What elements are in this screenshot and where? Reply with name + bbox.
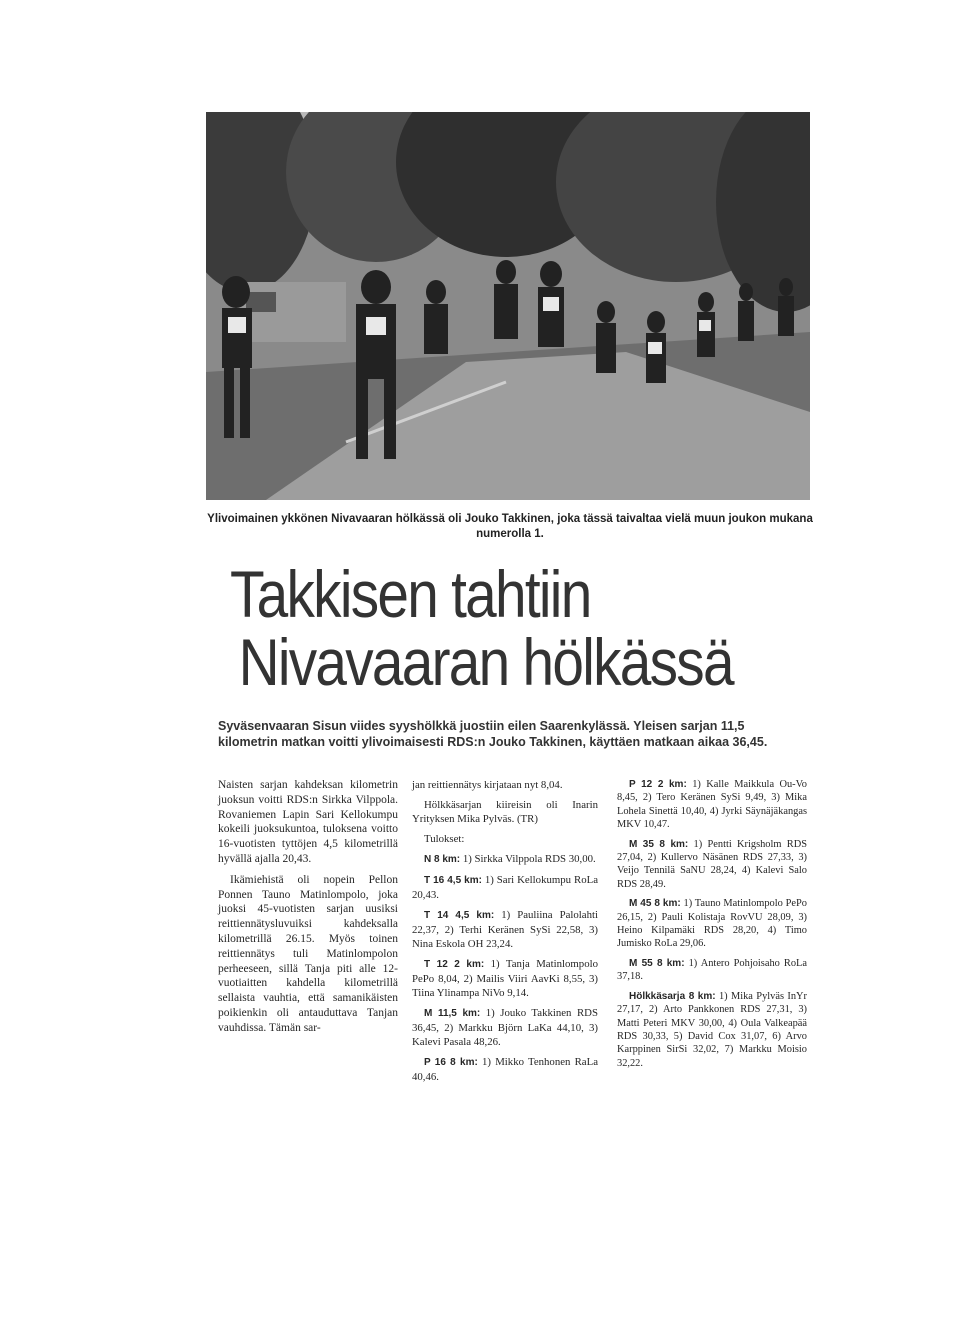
result-text: 1) Pauliina Palolahti 22,37, 2) Terhi Keränen SySi 22,58, 3) Nina Eskola OH 23,24. (412, 909, 598, 950)
result-entry (412, 1006, 598, 1049)
result-class: M 45 8 km: (629, 898, 681, 910)
result-entry (617, 838, 807, 892)
result-entry (617, 897, 807, 951)
result-entry (617, 778, 807, 832)
body-paragraph: Ikämiehistä oli nopein Pellon Ponnen Tauno Matinlompolo, joka juoksi 45-vuotisten sarjan uusiksi reittiennätysluvuiksi kahdeksalla kilometrillä 26.15. Myös toinen reittiennätys tuli Matinlompolon perheeseen, sillä Tanja piti alle 12-vuotiaitten kahdella kilometrillä sellaista vauhtia, että samanikäisten poikienkin oli antauduttava Tanjan vauhdissa. Tämän sar- (218, 873, 398, 1034)
runners-photo-icon (206, 112, 810, 500)
result-text: 1) Antero Pohjoisaho RoLa 37,18. (617, 957, 807, 983)
result-entry (617, 957, 807, 984)
result-class: N 8 km: (424, 854, 461, 865)
result-class: P 16 8 km: (424, 1057, 478, 1068)
headline (230, 557, 790, 699)
result-class: Hölkkäsarja 8 km: (629, 990, 716, 1002)
headline-line-1: Takkisen tahtiin (230, 557, 591, 631)
result-entry (412, 1055, 598, 1084)
results-heading: Tulokset: (424, 833, 465, 845)
result-class: T 12 2 km: (424, 959, 485, 970)
article-column-1 (218, 778, 398, 1042)
result-class: M 55 8 km: (629, 957, 685, 969)
result-entry (617, 990, 807, 1070)
headline-line-2: Nivavaaran hölkässä (238, 625, 733, 699)
body-paragraph: jan reittiennätys kirjataan nyt 8,04. (412, 779, 563, 791)
result-class: M 35 8 km: (629, 838, 689, 850)
result-text: 1) Mikko Tenhonen RaLa 40,46. (412, 1056, 598, 1083)
result-entry (412, 957, 598, 1000)
result-text: 1) Pentti Krigsholm RDS 27,04, 2) Kullervo Näsänen RDS 27,33, 3) Veijo Tennilä SaNU 28,24, 4) Kalevi Salo RDS 28,49. (617, 838, 807, 890)
result-entry (412, 873, 598, 902)
result-class: P 12 2 km: (629, 779, 687, 790)
result-text: 1) Jouko Takkinen RDS 36,45, 2) Markku Björn LaKa 44,10, 3) Kalevi Pasala 48,26. (412, 1007, 598, 1048)
result-class: T 14 4,5 km: (424, 910, 495, 921)
body-paragraph: Hölkkäsarjan kiireisin oli Inarin Yrityksen Mika Pylväs. (TR) (412, 799, 598, 825)
result-entry (412, 908, 598, 951)
photo-caption: Ylivoimainen ykkönen Nivavaaran hölkässä oli Jouko Takkinen, joka tässä taivaltaa vielä muun joukon mukana numerolla 1. (207, 513, 813, 540)
lead-paragraph: Syväsenvaaran Sisun viides syyshölkkä juostiin eilen Saarenkylässä. Yleisen sarjan 11,5 kilometrin matkan voitti ylivoimaisesti RDS:n Jouko Takkinen, käyttäen matkaan aikaa 36,45. (218, 719, 768, 749)
result-class: T 16 4,5 km: (424, 875, 482, 886)
result-text: 1) Sari Kellokumpu RoLa 20,43. (412, 874, 598, 901)
article-column-3 (617, 778, 807, 1076)
body-paragraph: Naisten sarjan kahdeksan kilometrin juoksun voitti RDS:n Sirkka Vilppola. Rovaniemen Lapin Sari Kellokumpu kokeili juoksukuntoa, tuloksena voitto 16-vuotisten tyttöjen 4,5 kilometrillä hyvällä ajalla 20,43. (218, 779, 398, 865)
result-entry (412, 852, 598, 867)
result-text: 1) Mika Pylväs InYr 27,17, 2) Arto Pankkonen RDS 27,31, 3) Matti Peteri MKV 30,00, 4) Oula Valkeapää RDS 30,33, 5) David Cox 31,07, 6) Arvo Karppinen SirSi 32,02, 7) Markku Moisio 32,22. (617, 990, 807, 1069)
result-text: 1) Kalle Maikkula Ou-Vo 8,45, 2) Tero Keränen SySi 9,49, 3) Mika Lohela Sinettä 10,40, 4) Jyrki Säynäjäkangas MKV 10,47. (617, 779, 808, 831)
result-text: 1) Tanja Matinlompolo PePo 8,04, 2) Mailis Viiri AavKi 8,55, 3) Tiina Ylinampa NiVo 9,14. (412, 958, 598, 999)
result-text: 1) Tauno Matinlompolo PePo 26,15, 2) Pauli Kolistaja RovVU 28,09, 3) Heino Kilpamäki RDS 28,20, 4) Timo Jumisko RoLa 29,06. (617, 898, 807, 950)
article-column-2 (412, 778, 598, 1090)
result-text: 1) Sirkka Vilppola RDS 30,00. (460, 853, 596, 865)
result-class: M 11,5 km: (424, 1008, 481, 1019)
race-photo (206, 112, 810, 500)
